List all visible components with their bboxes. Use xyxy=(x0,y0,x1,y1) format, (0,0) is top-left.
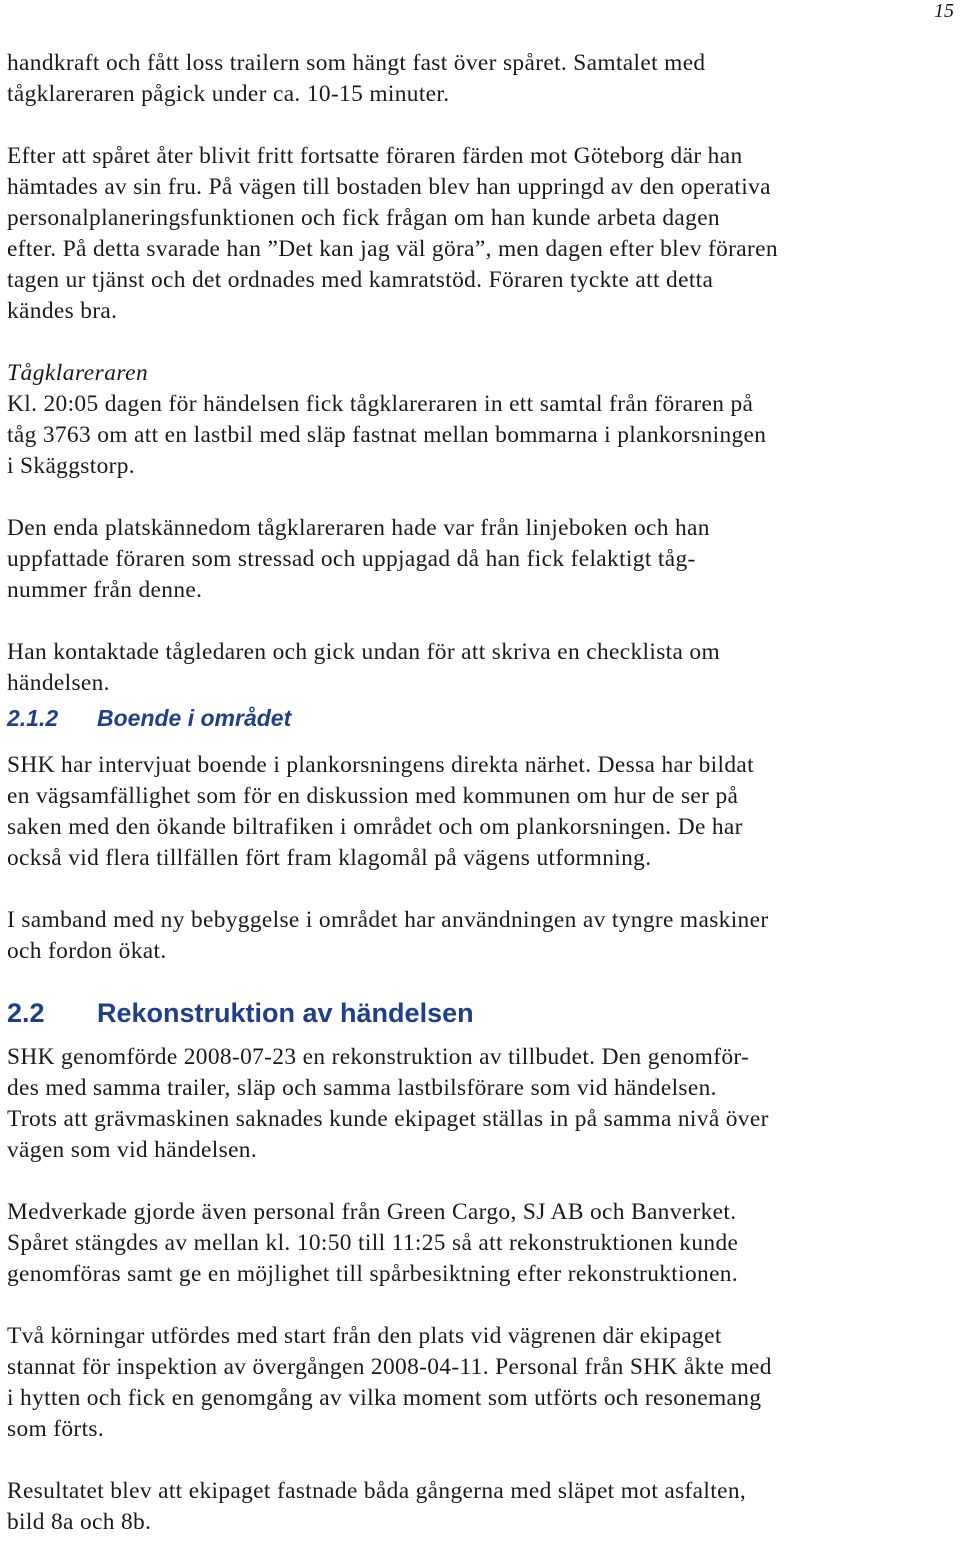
paragraph xyxy=(7,1042,955,1166)
text-line: Han kontaktade tågledaren och gick undan för att skriva en checklista om xyxy=(7,639,721,665)
text-line: kändes bra. xyxy=(7,298,118,324)
section-heading-2-1-2 xyxy=(7,705,955,731)
text-line: Trots att grävmaskinen saknades kunde ekipaget ställas in på samma nivå över xyxy=(7,1106,769,1132)
text-line: des med samma trailer, släp och samma lastbilsförare som vid händelsen. xyxy=(7,1075,717,1101)
text-line: tågklareraren pågick under ca. 10-15 minuter. xyxy=(7,81,450,107)
paragraph xyxy=(7,1197,955,1290)
text-line: Spåret stängdes av mellan kl. 10:50 till 11:25 så att rekonstruktionen kunde xyxy=(7,1230,739,1256)
text-line: Resultatet blev att ekipaget fastnade båda gångerna med släpet mot asfalten, xyxy=(7,1478,747,1504)
text-line: händelsen. xyxy=(7,670,110,696)
paragraph xyxy=(7,389,955,482)
section-number: 2.1.2 xyxy=(7,705,59,731)
text-line: också vid flera tillfällen fört fram klagomål på vägens utformning. xyxy=(7,845,652,871)
paragraph xyxy=(7,1321,955,1445)
paragraph xyxy=(7,141,955,327)
text-line: bild 8a och 8b. xyxy=(7,1509,152,1535)
text-line: Två körningar utfördes med start från den plats vid vägrenen där ekipaget xyxy=(7,1323,722,1349)
text-line: Den enda platskännedom tågklareraren hade var från linjeboken och han xyxy=(7,515,710,541)
paragraph xyxy=(7,48,955,110)
section-number: 2.2 xyxy=(7,998,45,1028)
text-line: Kl. 20:05 dagen för händelsen fick tågklareraren in ett samtal från föraren på xyxy=(7,391,754,417)
paragraph xyxy=(7,750,955,874)
text-line: SHK har intervjuat boende i plankorsningens direkta närhet. Dessa har bildat xyxy=(7,752,754,778)
text-line: SHK genomförde 2008-07-23 en rekonstruktion av tillbudet. Den genomför- xyxy=(7,1044,750,1070)
text-line: genomföras samt ge en möjlighet till spårbesiktning efter rekonstruktionen. xyxy=(7,1261,739,1287)
text-line: som förts. xyxy=(7,1416,105,1442)
text-line: vägen som vid händelsen. xyxy=(7,1137,258,1163)
section-heading-2-2 xyxy=(7,998,955,1028)
page-number: 15 xyxy=(934,0,954,22)
paragraph xyxy=(7,513,955,606)
text-line: personalplaneringsfunktionen och fick frågan om han kunde arbeta dagen xyxy=(7,205,720,231)
text-line: nummer från denne. xyxy=(7,577,203,603)
text-line: och fordon ökat. xyxy=(7,938,167,964)
text-line: I samband med ny bebyggelse i området har användningen av tyngre maskiner xyxy=(7,907,769,933)
text-line: i hytten och fick en genomgång av vilka moment som utförts och resonemang xyxy=(7,1385,762,1411)
text-line: efter. På detta svarade han ”Det kan jag väl göra”, men dagen efter blev föraren xyxy=(7,236,778,262)
text-line: i Skäggstorp. xyxy=(7,453,136,479)
text-line: uppfattade föraren som stressad och uppjagad då han fick felaktigt tåg- xyxy=(7,546,696,572)
text-line: stannat för inspektion av övergången 2008-04-11. Personal från SHK åkte med xyxy=(7,1354,772,1380)
text-line: en vägsamfällighet som för en diskussion med kommunen om hur de ser på xyxy=(7,783,739,809)
section-title: Rekonstruktion av händelsen xyxy=(97,998,474,1028)
text-line: Medverkade gjorde även personal från Green Cargo, SJ AB och Banverket. xyxy=(7,1199,737,1225)
paragraph xyxy=(7,637,955,699)
paragraph xyxy=(7,1476,955,1538)
text-line: tagen ur tjänst och det ordnades med kamratstöd. Föraren tyckte att detta xyxy=(7,267,714,293)
text-line: Efter att spåret åter blivit fritt fortsatte föraren färden mot Göteborg där han xyxy=(7,143,743,169)
subheading-tagklareraren: Tågklareraren xyxy=(7,360,149,386)
paragraph xyxy=(7,905,955,967)
document-body xyxy=(7,48,955,1538)
text-line: handkraft och fått loss trailern som hängt fast över spåret. Samtalet med xyxy=(7,50,706,76)
text-line: hämtades av sin fru. På vägen till bostaden blev han uppringd av den operativa xyxy=(7,174,771,200)
text-line: saken med den ökande biltrafiken i området och om plankorsningen. De har xyxy=(7,814,743,840)
text-line: tåg 3763 om att en lastbil med släp fastnat mellan bommarna i plankorsningen xyxy=(7,422,767,448)
section-title: Boende i området xyxy=(97,705,292,731)
